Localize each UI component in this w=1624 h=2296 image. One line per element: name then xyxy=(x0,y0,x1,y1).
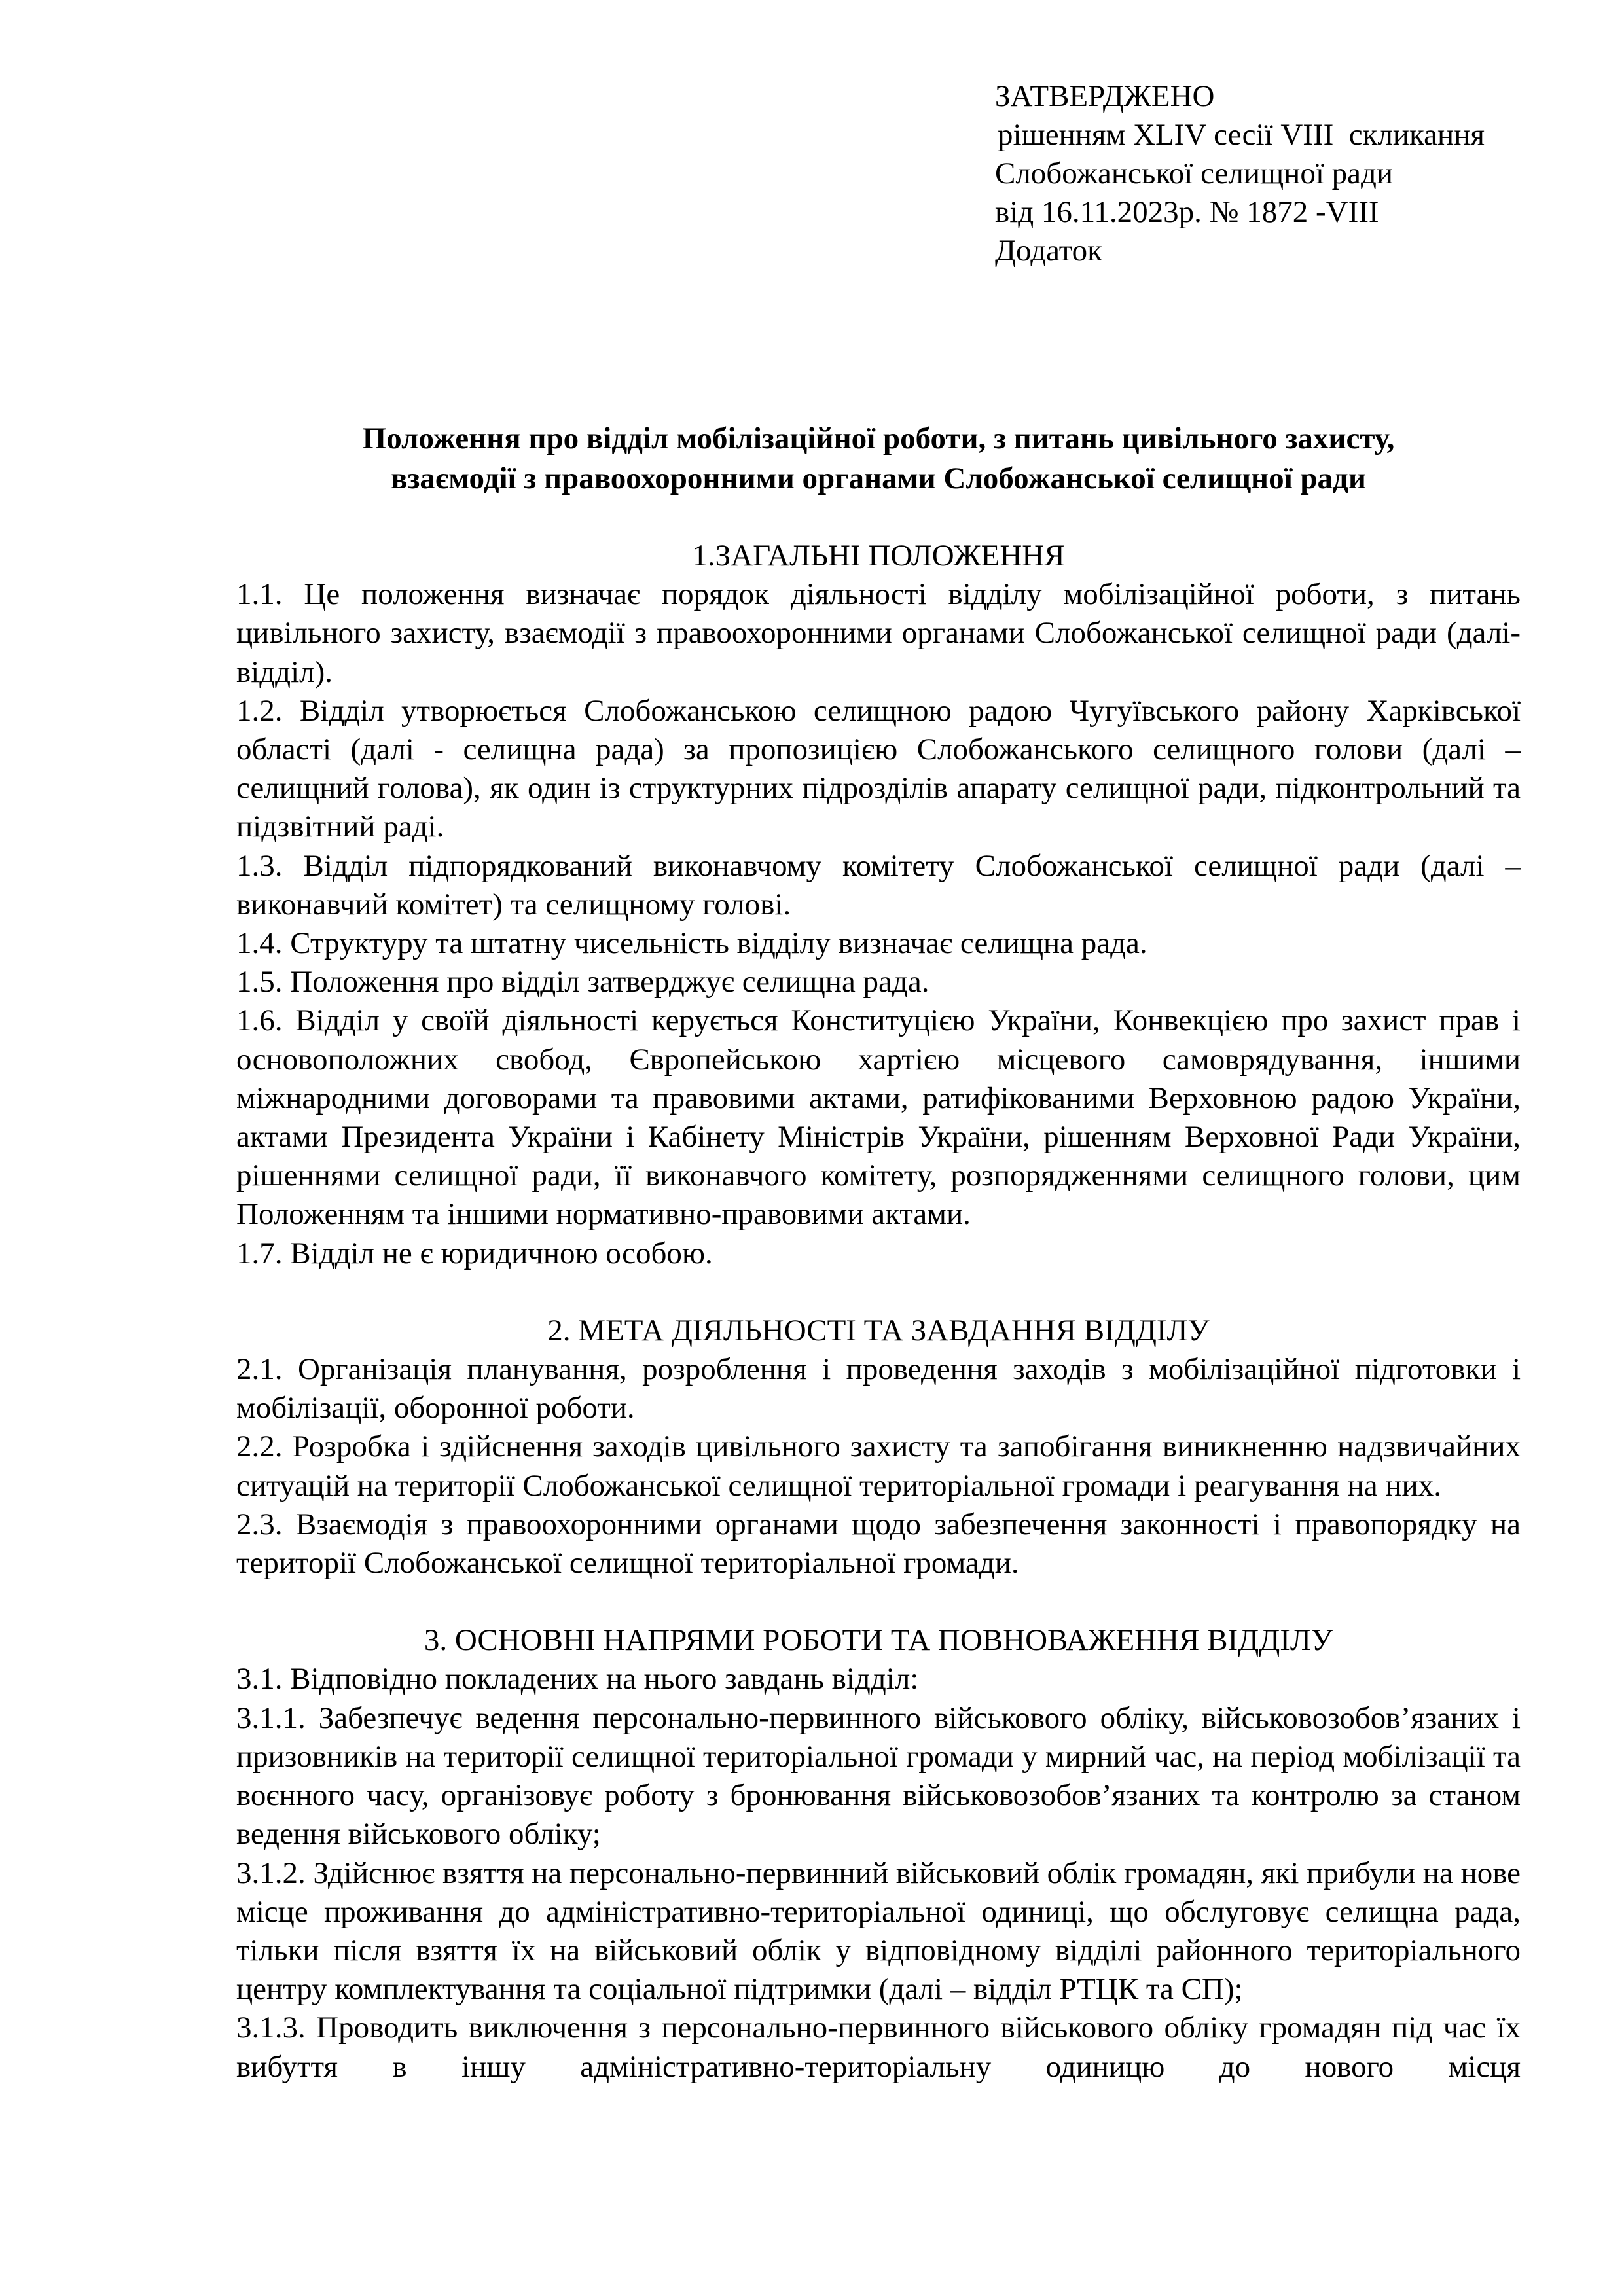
paragraph-2-3: 2.3. Взаємодія з правоохоронними органами щодо забезпечення законності і правопорядку на території Слобожанської селищної територіальної громади. xyxy=(236,1507,1521,1581)
section-2 xyxy=(236,1312,1521,1583)
paragraph-3-1-1: 3.1.1. Забезпечує ведення персонально-первинного військового обліку, військовозобов’язаних і призовників на території селищної територіальної громади у мирний час, на період мобілізації та воєнного часу, організовує роботу з бронювання військовозобов’язаних та контролю за станом ведення військового обліку; xyxy=(236,1700,1521,1852)
paragraph-3-1-3: 3.1.3. Проводить виключення з персонально-первинного військового обліку громадян під час їх вибуття в іншу адміністративно-територіальну одиницю до нового місця xyxy=(236,2011,1521,2084)
section-spacer xyxy=(236,1583,1521,1621)
section-spacer xyxy=(236,1273,1521,1312)
approval-stamp xyxy=(995,77,1485,270)
section-heading: 3. ОСНОВНІ НАПРЯМИ РОБОТИ ТА ПОВНОВАЖЕННЯ ВІДДІЛУ xyxy=(424,1623,1333,1658)
paragraph-1-5: 1.5. Положення про відділ затверджує селищна рада. xyxy=(236,965,929,999)
section-3 xyxy=(236,1621,1521,2086)
paragraph-2-2: 2.2. Розробка і здійснення заходів цивільного захисту та запобігання виникненню надзвичайних ситуацій на території Слобожанської селищної територіальної громади і реагування на них. xyxy=(236,1429,1521,1503)
paragraph-2-1: 2.1. Організація планування, розроблення і проведення заходів з мобілізаційної підготовки і мобілізації, оборонної роботи. xyxy=(236,1352,1521,1426)
paragraph-1-2: 1.2. Відділ утворюється Слобожанською селищною радою Чугуївського району Харківської області (далі - селищна рада) за пропозицією Слобожанського селищного голови (далі – селищний голова), як один із структурних підрозділів апарату селищної ради, підконтрольний та підзвітний раді. xyxy=(236,693,1521,844)
document-title-line-1: Положення про відділ мобілізаційної роботи, з питань цивільного захисту, xyxy=(362,422,1395,456)
section-heading: 2. МЕТА ДІЯЛЬНОСТІ ТА ЗАВДАННЯ ВІДДІЛУ xyxy=(547,1313,1210,1348)
document-title-line-2: взаємодії з правоохоронними органами Слобожанської селищної ради xyxy=(391,461,1366,495)
section-heading: 1.ЗАГАЛЬНІ ПОЛОЖЕННЯ xyxy=(692,539,1065,573)
paragraph-1-1: 1.1. Це положення визначає порядок діяльності відділу мобілізаційної роботи, з питань цивільного захисту, взаємодії з правоохоронними органами Слобожанської селищної ради (далі-відділ). xyxy=(236,577,1521,689)
paragraph-1-7: 1.7. Відділ не є юридичною особою. xyxy=(236,1236,713,1270)
approval-council-line: Слобожанської селищної ради xyxy=(995,156,1394,190)
paragraph-1-4: 1.4. Структуру та штатну чисельність відділу визначає селищна рада. xyxy=(236,926,1147,961)
approval-heading: ЗАТВЕРДЖЕНО xyxy=(995,79,1215,113)
approval-decision-line: рішенням XLIV сесії VIII скликання xyxy=(998,118,1485,152)
section-1 xyxy=(236,537,1521,1273)
document-body xyxy=(236,537,1521,2087)
paragraph-3-1-2: 3.1.2. Здійснює взяття на персонально-первинний військовий облік громадян, які прибули на нове місце проживання до адміністративно-територіальної одиниці, що обслуговує селищна рада, тільки після взяття їх на військовий облік у відповідному відділі районного територіального центру комплектування та соціальної підтримки (далі – відділ РТЦК та СП); xyxy=(236,1856,1521,2007)
paragraph-1-6: 1.6. Відділ у своїй діяльності керується Конституцією України, Конвекцією про захист прав і основоположних свобод, Європейською хартією місцевого самоврядування, іншими міжнародними договорами та правовими актами, ратифікованими Верховною радою України, актами Президента України і Кабінету Міністрів України, рішенням Верховної Ради України, рішеннями селищної ради, її виконавчого комітету, розпорядженнями селищного голови, цим Положенням та іншими нормативно-правовими актами. xyxy=(236,1003,1521,1232)
paragraph-1-3: 1.3. Відділ підпорядкований виконавчому комітету Слобожанської селищної ради (далі – виконавчий комітет) та селищному голові. xyxy=(236,848,1521,922)
approval-appendix-line: Додаток xyxy=(995,234,1103,268)
paragraph-3-1: 3.1. Відповідно покладених на нього завдань відділ: xyxy=(236,1662,919,1696)
document-title xyxy=(236,419,1521,499)
approval-date-number-line: від 16.11.2023р. № 1872 -VIII xyxy=(995,195,1379,229)
